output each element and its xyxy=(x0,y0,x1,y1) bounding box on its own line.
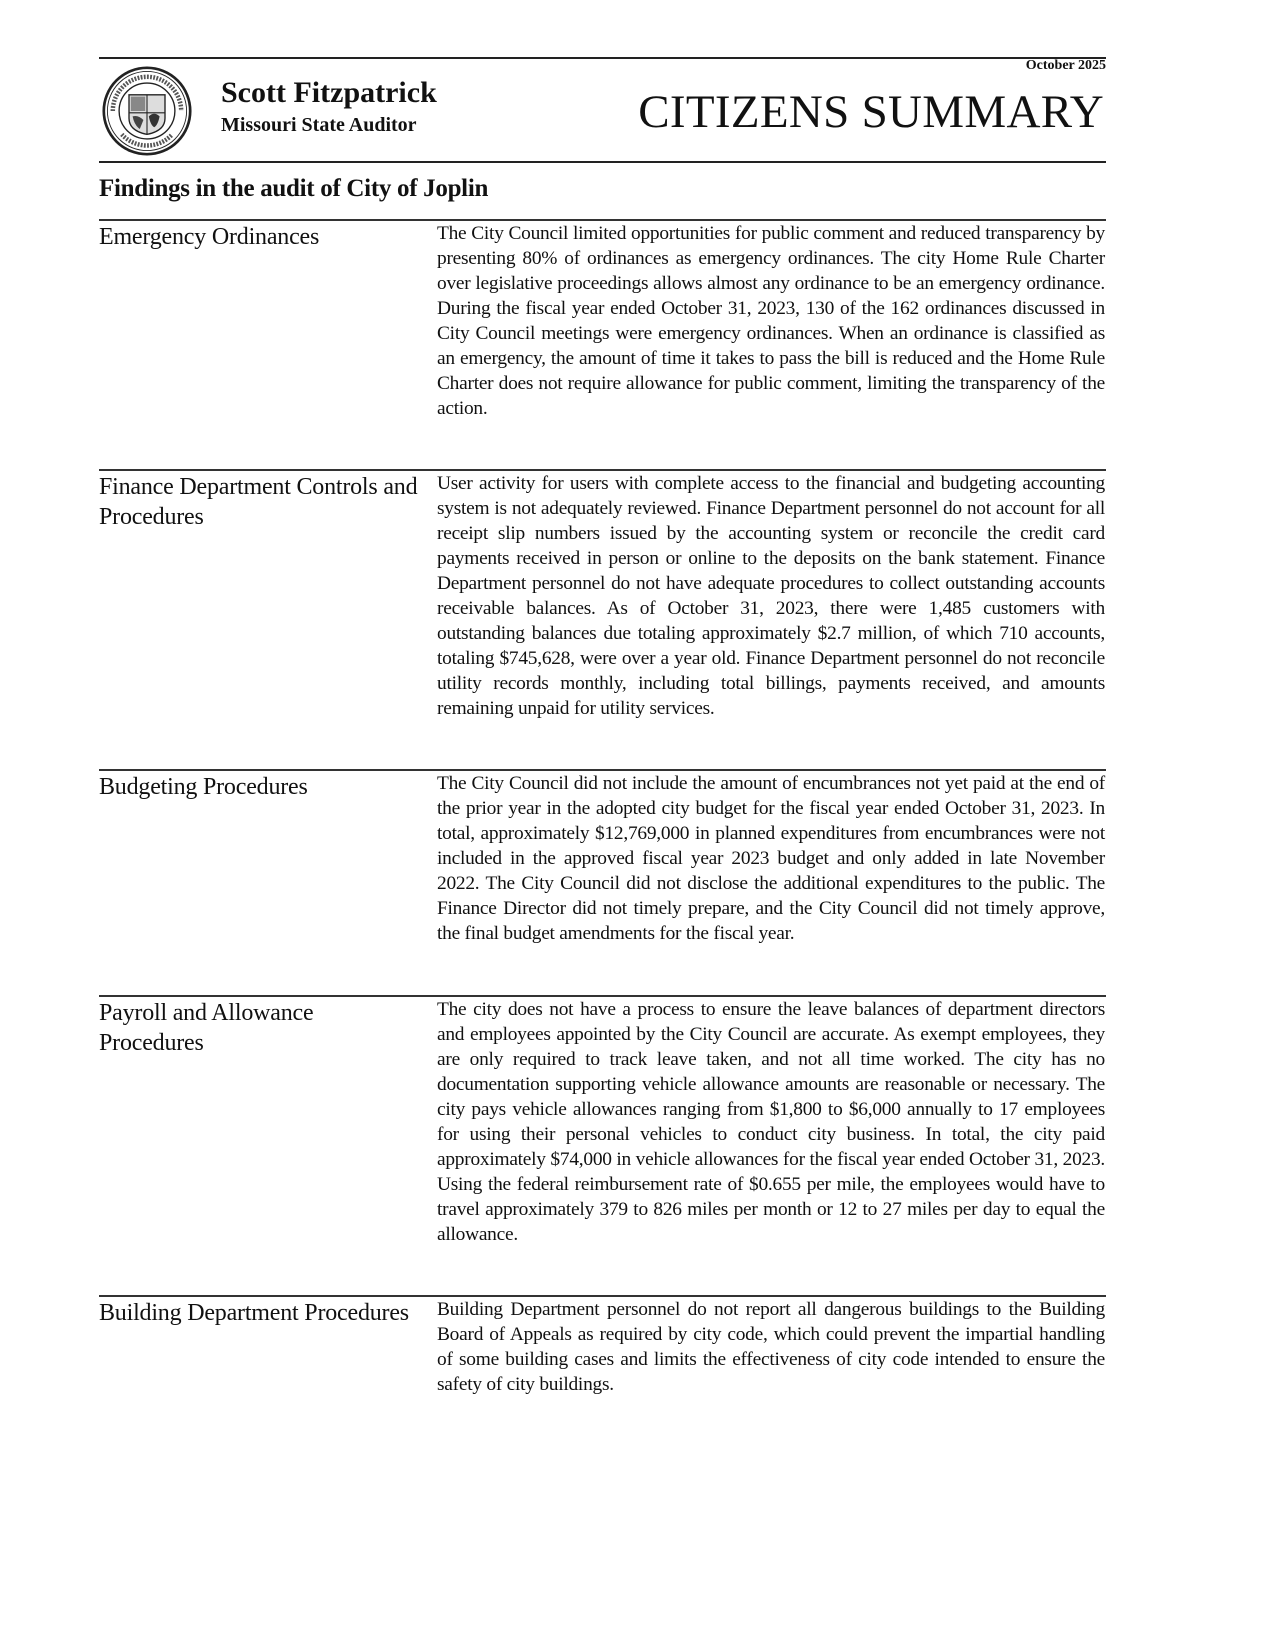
auditor-seal-icon xyxy=(102,66,192,156)
finding-body: The City Council did not include the amount of encumbrances not yet paid at the end of the prior year in the adopted city budget for the fiscal year ended October 31, 2023. In total, approximately $12,769,000 in planned expenditures from encumbrances were not included in the approved fiscal year 2023 budget and only added in late November 2022. The City Council did not disclose the additional expenditures to the public. The Finance Director did not timely prepare, and the City Council did not timely approve, the final budget amendments for the fiscal year. xyxy=(437,773,1105,944)
finding-body: The City Council limited opportunities for public comment and reduced transparency by presenting 80% of ordinances as emergency ordinances. The city Home Rule Charter over legislative proceedings allows almost any ordinance to be an emergency ordinance. During the fiscal year ended October 31, 2023, 130 of the 162 ordinances discussed in City Council meetings were emergency ordinances. When an ordinance is classified as an emergency, the amount of time it takes to pass the bill is reduced and the Home Rule Charter does not require allowance for public comment, limiting the transparency of the action. xyxy=(437,223,1105,419)
header-bottom-rule xyxy=(99,161,1106,163)
header-top-rule xyxy=(99,57,1106,59)
auditor-title: Missouri State Auditor xyxy=(221,114,417,136)
report-date: October 2025 xyxy=(1025,58,1106,73)
finding-body: The city does not have a process to ensure the leave balances of department directors and employees appointed by the City Council are accurate. As exempt employees, they are only required to track leave taken, and not all time worked. The city has no documentation supporting vehicle allowance amounts are reasonable or necessary. The city pays vehicle allowances ranging from $1,800 to $6,000 annually to 17 employees for using their personal vehicles to conduct city business. In total, the city paid approximately $74,000 in vehicle allowances for the fiscal year ended October 31, 2023. Using the federal reimbursement rate of $0.655 per mile, the employees would have to travel approximately 379 to 826 miles per month or 12 to 27 miles per day to equal the allowance. xyxy=(437,999,1105,1245)
findings-heading: Findings in the audit of City of Joplin xyxy=(99,175,489,202)
finding-title: Payroll and Allowance Procedures xyxy=(99,1000,314,1056)
finding-title: Emergency Ordinances xyxy=(99,224,320,250)
finding-title: Finance Department Controls and Procedures xyxy=(99,474,418,530)
finding-body: User activity for users with complete access to the financial and budgeting accounting system is not adequately reviewed. Finance Department personnel do not account for all receipt slip numbers issued by the accounting system or reconcile the credit card payments received in person or online to the deposits on the bank statement. Finance Department personnel do not have adequate procedures to collect outstanding accounts receivable balances. As of October 31, 2023, there were 1,485 customers with outstanding balances due totaling approximately $2.7 million, of which 710 accounts, totaling $745,628, were over a year old. Finance Department personnel do not reconcile utility records monthly, including total billings, payments received, and amounts remaining unpaid for utility services. xyxy=(437,473,1105,719)
finding-body: Building Department personnel do not report all dangerous buildings to the Building Board of Appeals as required by city code, which could prevent the impartial handling of some building cases and limits the effectiveness of city code intended to ensure the safety of city buildings. xyxy=(437,1299,1105,1395)
report-type-title: CITIZENS SUMMARY xyxy=(638,86,1104,138)
finding-title: Building Department Procedures xyxy=(99,1300,409,1326)
auditor-name: Scott Fitzpatrick xyxy=(221,76,437,109)
finding-title: Budgeting Procedures xyxy=(99,774,308,800)
